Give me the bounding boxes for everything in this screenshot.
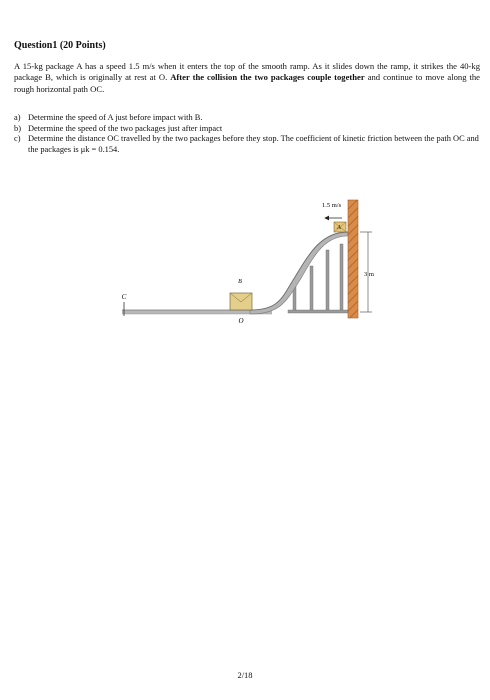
part-c bbox=[14, 134, 480, 155]
part-letter: a) bbox=[14, 113, 21, 122]
page-number: 2/18 bbox=[237, 670, 253, 680]
height-label: 3 m bbox=[364, 271, 374, 278]
label-o: O bbox=[238, 317, 244, 325]
part-letter: b) bbox=[14, 123, 21, 133]
part-letter: c) bbox=[14, 134, 21, 144]
question-title: Question1 (20 Points) bbox=[14, 40, 106, 51]
package-b bbox=[230, 293, 252, 310]
label-a: A bbox=[337, 225, 341, 231]
part-text: Determine the speed of the two packages just after impact bbox=[28, 123, 223, 133]
speed-label: 1.5 m/s bbox=[322, 202, 342, 209]
curved-ramp bbox=[250, 232, 348, 314]
question-parts bbox=[14, 113, 480, 155]
wall bbox=[348, 200, 358, 318]
intro-text-end: and continue to move along the rough horizontal path OC. bbox=[14, 72, 480, 94]
part-text: Determine the distance OC travelled by the two packages before they stop. The coefficient of kinetic friction between the path OC and the packages is μk = 0.154. bbox=[28, 134, 479, 154]
package-a bbox=[334, 222, 346, 232]
label-b: B bbox=[238, 279, 242, 285]
ramp-figure bbox=[110, 192, 380, 332]
label-c: C bbox=[121, 293, 127, 301]
intro-bold-text: After the collision the two packages couple together bbox=[170, 72, 365, 83]
intro-text: A 15-kg package A has a speed 1.5 m/s when it enters the top of the smooth ramp. As it slides down the ramp, it strikes the 40-kg package B, which is originally at rest at O. bbox=[14, 61, 480, 83]
part-a bbox=[14, 113, 480, 124]
part-b bbox=[14, 124, 480, 135]
question-intro bbox=[14, 61, 480, 95]
part-text: Determine the speed of A just before impact with B. bbox=[28, 113, 203, 122]
